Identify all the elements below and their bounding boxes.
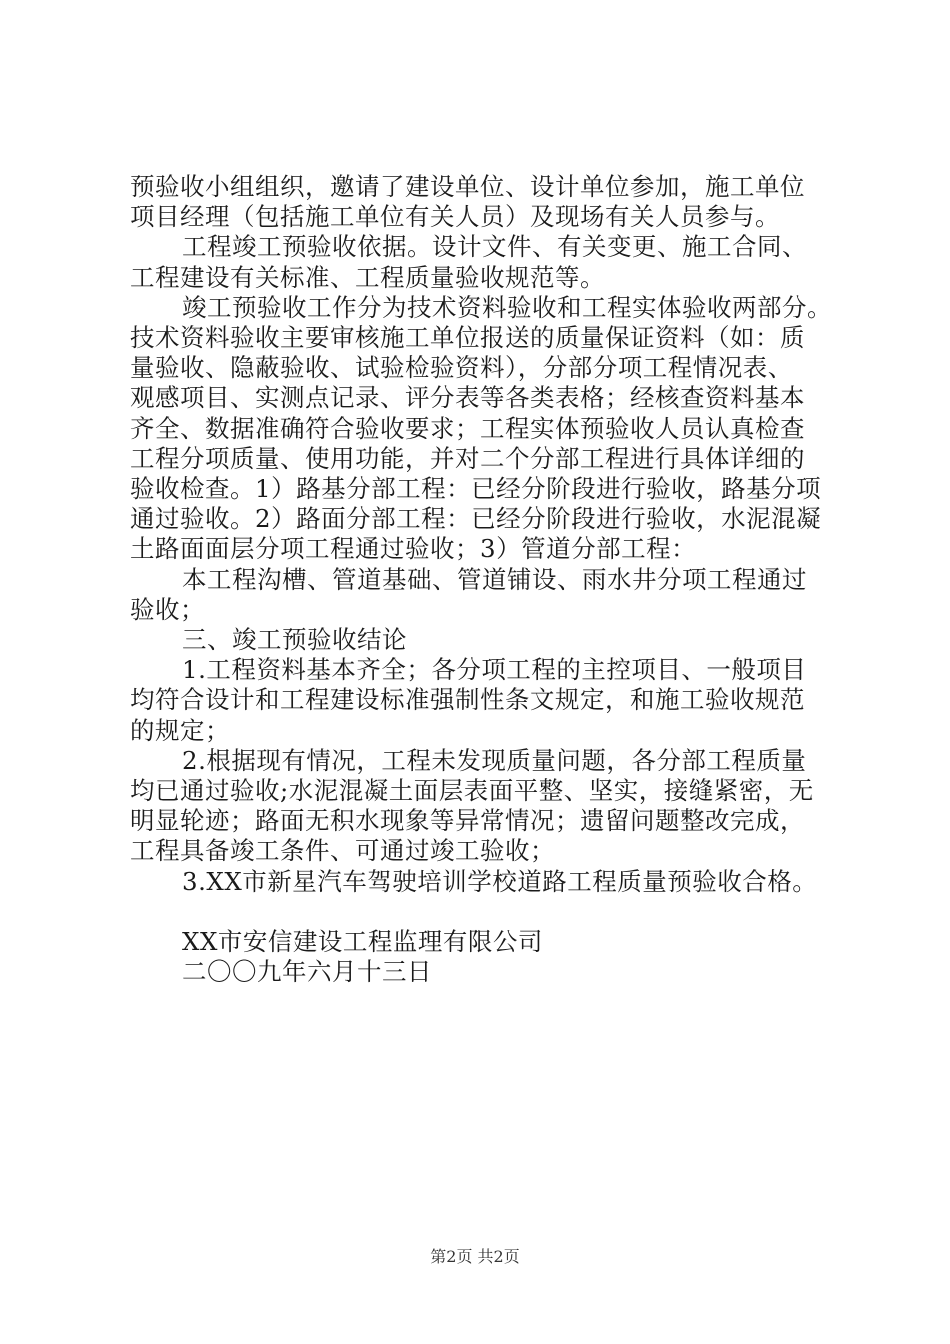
text-line: 2.根据现有情况，工程未发现质量问题，各分部工程质量 bbox=[182, 745, 807, 775]
text-line: 明显轮迹；路面无积水现象等异常情况；遗留问题整改完成， bbox=[130, 806, 805, 836]
text-line: 工程具备竣工条件、可通过竣工验收； bbox=[130, 836, 555, 866]
text-line: 1.工程资料基本齐全；各分项工程的主控项目、一般项目 bbox=[182, 655, 807, 685]
text-line: 观感项目、实测点记录、评分表等各类表格；经核查资料基本 bbox=[130, 383, 805, 413]
text-line: 项目经理（包括施工单位有关人员）及现场有关人员参与。 bbox=[130, 202, 780, 232]
text-line: 预验收小组组织，邀请了建设单位、设计单位参加，施工单位 bbox=[130, 172, 805, 201]
signature-company: XX市安信建设工程监理有限公司 bbox=[182, 926, 543, 956]
text-line: 竣工预验收工作分为技术资料验收和工程实体验收两部分。 bbox=[182, 292, 832, 322]
text-line: 验收检查。1）路基分部工程：已经分阶段进行验收，路基分项 bbox=[130, 474, 822, 504]
document-body bbox=[130, 172, 850, 987]
text-line: 工程建设有关标准、工程质量验收规范等。 bbox=[130, 262, 605, 292]
signature-spacer bbox=[130, 897, 850, 927]
text-line: 齐全、数据准确符合验收要求；工程实体预验收人员认真检查 bbox=[130, 413, 805, 443]
text-line: 通过验收。2）路面分部工程：已经分阶段进行验收，水泥混凝 bbox=[130, 504, 822, 534]
text-line: 工程竣工预验收依据。设计文件、有关变更、施工合同、 bbox=[182, 232, 807, 262]
text-line: 的规定； bbox=[130, 715, 230, 745]
text-line: 验收； bbox=[130, 594, 205, 624]
text-line: 工程分项质量、使用功能，并对二个分部工程进行具体详细的 bbox=[130, 443, 805, 473]
text-line: 三、竣工预验收结论 bbox=[182, 625, 407, 655]
text-line: 均符合设计和工程建设标准强制性条文规定，和施工验收规范 bbox=[130, 685, 805, 715]
text-line: 量验收、隐蔽验收、试验检验资料），分部分项工程情况表、 bbox=[130, 353, 793, 383]
text-line: 技术资料验收主要审核施工单位报送的质量保证资料（如：质 bbox=[130, 323, 805, 353]
text-line: 本工程沟槽、管道基础、管道铺设、雨水井分项工程通过 bbox=[182, 564, 807, 594]
page-footer: 第2页 共2页 bbox=[430, 1247, 520, 1266]
text-line: 3.XX市新星汽车驾驶培训学校道路工程质量预验收合格。 bbox=[182, 866, 818, 896]
text-line: 均已通过验收;水泥混凝土面层表面平整、坚实，接缝紧密，无 bbox=[130, 776, 814, 806]
signature-date: 二〇〇九年六月十三日 bbox=[182, 957, 432, 987]
text-line: 土路面面层分项工程通过验收；3）管道分部工程： bbox=[130, 534, 697, 564]
